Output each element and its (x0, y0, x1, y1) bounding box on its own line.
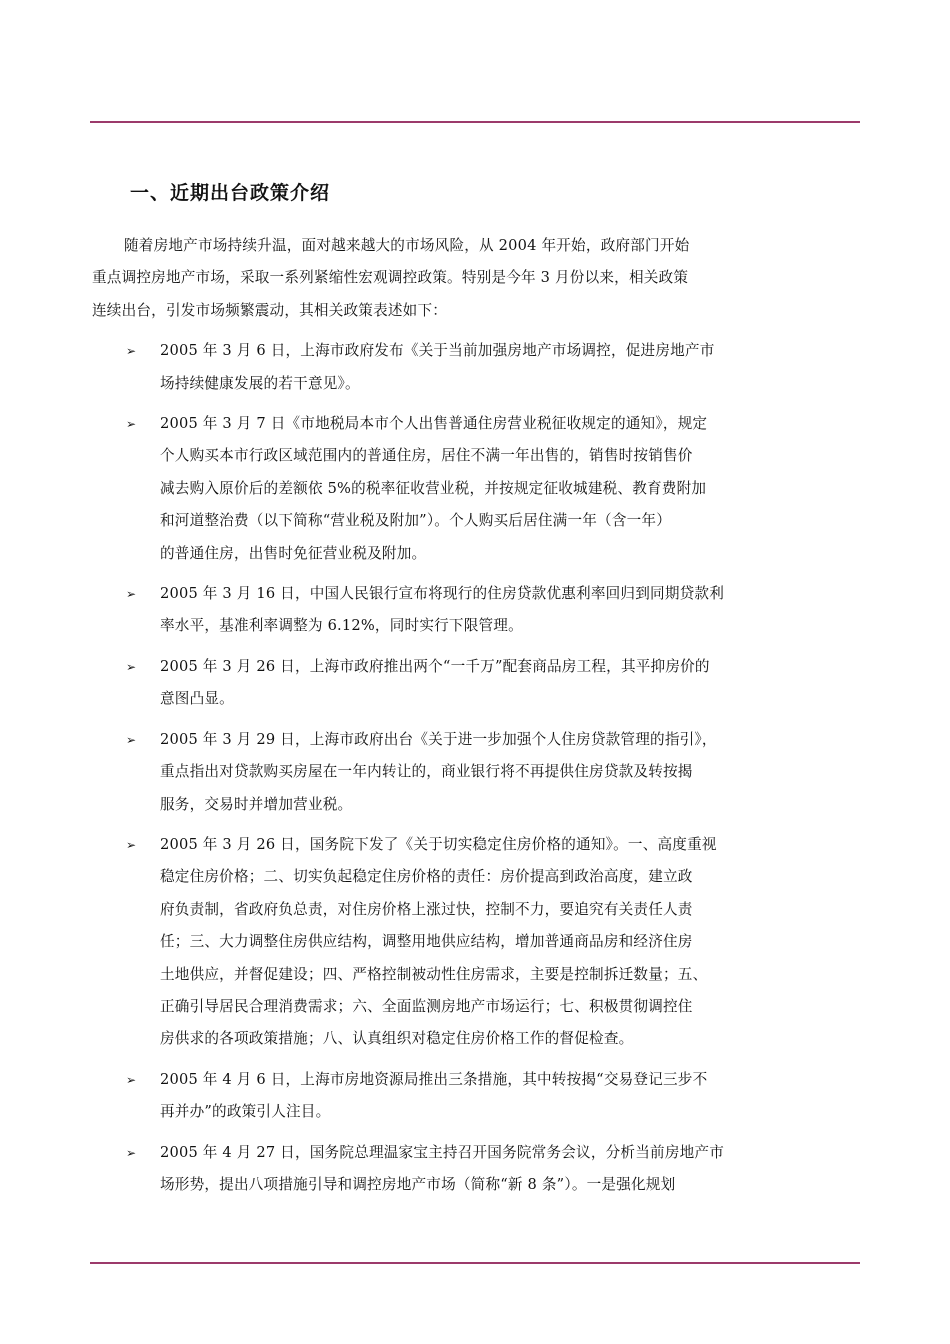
arrow-bullet-icon: ➢ (126, 344, 137, 359)
intro-line: 随着房地产市场持续升温，面对越来越大的市场风险，从 2004 年开始，政府部门开始 (124, 237, 690, 254)
policy-item-line: 府负责制，省政府负总责，对住房价格上涨过快，控制不力，要追究有关责任人责 (160, 900, 693, 918)
policy-item-line: 2005 年 3 月 16 日，中国人民银行宣布将现行的住房贷款优惠利率回归到同期贷款利 (160, 585, 724, 603)
policy-item-line: 2005 年 3 月 26 日，国务院下发了《关于切实稳定住房价格的通知》。一、高度重视 (160, 835, 717, 853)
policy-item-line: 2005 年 3 月 7 日《市地税局本市个人出售普通住房营业税征收规定的通知》，规定 (160, 415, 708, 433)
policy-item-line: 稳定住房价格；二、切实负起稳定住房价格的责任：房价提高到政治高度，建立政 (160, 868, 693, 886)
policy-item-line: 土地供应，并督促建设；四、严格控制被动性住房需求，主要是控制拆迁数量；五、 (160, 965, 708, 983)
policy-item-line: 场形势，提出八项措施引导和调控房地产市场（简称“新 8 条”）。一是强化规划 (160, 1175, 676, 1193)
arrow-bullet-icon: ➢ (126, 1145, 137, 1160)
policy-item-line: 正确引导居民合理消费需求；六、全面监测房地产市场运行；七、积极贯彻调控住 (160, 997, 693, 1015)
arrow-bullet-icon: ➢ (126, 417, 137, 432)
policy-item-line: 房供求的各项政策措施；八、认真组织对稳定住房价格工作的督促检查。 (160, 1030, 634, 1048)
policy-item (92, 829, 862, 1056)
policy-item-line: 场持续健康发展的若干意见》。 (160, 374, 360, 392)
policy-item (92, 335, 862, 400)
policy-item (92, 578, 862, 643)
policy-item (92, 651, 862, 716)
policy-item-line: 重点指出对贷款购买房屋在一年内转让的，商业银行将不再提供住房贷款及转按揭 (160, 763, 693, 781)
policy-item-line: 的普通住房，出售时免征营业税及附加。 (160, 544, 427, 562)
section-heading: 一、近期出台政策介绍 (130, 182, 331, 204)
policy-item-line: 任；三、大力调整住房供应结构，调整用地供应结构，增加普通商品房和经济住房 (160, 933, 693, 951)
policy-item-line: 2005 年 4 月 27 日，国务院总理温家宝主持召开国务院常务会议，分析当前房地产市 (160, 1143, 724, 1161)
policy-list (92, 335, 862, 1201)
arrow-bullet-icon: ➢ (126, 837, 137, 852)
policy-item (92, 1137, 862, 1202)
policy-item (92, 408, 862, 570)
arrow-bullet-icon: ➢ (126, 1072, 137, 1087)
policy-item-line: 2005 年 3 月 29 日，上海市政府出台《关于进一步加强个人住房贷款管理的指引》， (160, 730, 717, 748)
policy-item-line: 减去购入原价后的差额依 5%的税率征收营业税，并按规定征收城建税、教育费附加 (160, 479, 707, 497)
policy-item (92, 1064, 862, 1129)
header-rule (90, 121, 860, 123)
intro-line: 连续出台，引发市场频繁震动，其相关政策表述如下： (92, 301, 448, 319)
policy-item-line: 2005 年 3 月 6 日，上海市政府发布《关于当前加强房地产市场调控，促进房地产市 (160, 342, 715, 360)
intro-line: 重点调控房地产市场，采取一系列紧缩性宏观调控政策。特别是今年 3 月份以来，相关政策 (92, 269, 689, 287)
document-body (92, 230, 862, 1209)
policy-item-line: 再并办”的政策引人注目。 (160, 1103, 331, 1121)
policy-item-line: 个人购买本市行政区域范围内的普通住房，居住不满一年出售的，销售时按销售价 (160, 447, 693, 465)
footer-rule (90, 1262, 860, 1264)
policy-item-line: 意图凸显。 (160, 690, 234, 708)
arrow-bullet-icon: ➢ (126, 659, 137, 674)
arrow-bullet-icon: ➢ (126, 587, 137, 602)
policy-item-line: 和河道整治费（以下简称“营业税及附加”）。个人购买后居住满一年（含一年） (160, 512, 672, 530)
policy-item-line: 率水平，基准利率调整为 6.12%，同时实行下限管理。 (160, 617, 523, 635)
policy-item (92, 724, 862, 821)
policy-item-line: 2005 年 4 月 6 日，上海市房地资源局推出三条措施，其中转按揭“交易登记三步不 (160, 1070, 708, 1088)
policy-item-line: 2005 年 3 月 26 日，上海市政府推出两个“一千万”配套商品房工程，其平抑房价的 (160, 657, 710, 675)
policy-item-line: 服务，交易时并增加营业税。 (160, 795, 353, 813)
arrow-bullet-icon: ➢ (126, 732, 137, 747)
intro-paragraph (92, 230, 862, 327)
